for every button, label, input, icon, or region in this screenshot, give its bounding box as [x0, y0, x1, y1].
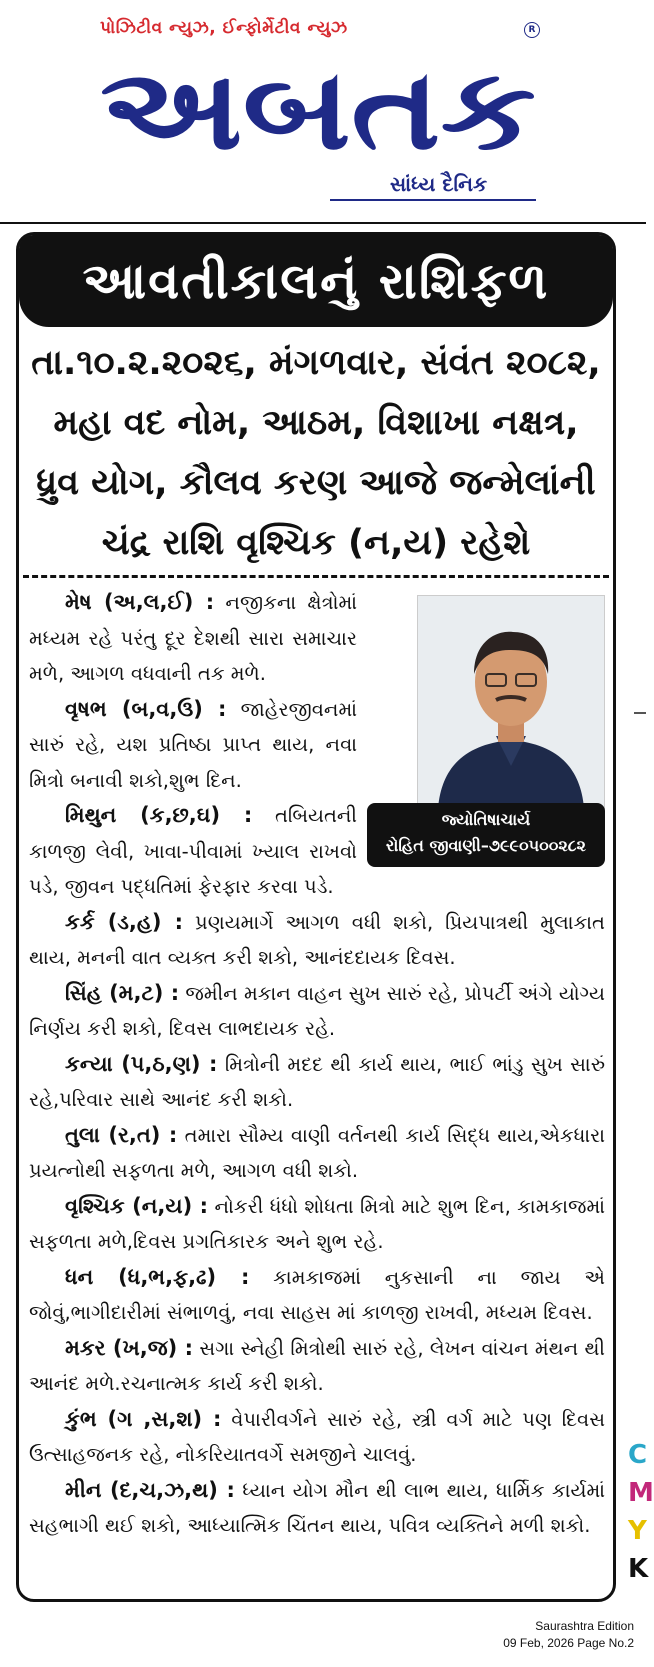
sign-text: જાહેરજીવનમાં સારું રહે, યશ પ્રતિષ્ઠા પ્રાપ્ત થાય, નવા મિત્રો બનાવી શકો,શુભ દિન. [29, 697, 357, 792]
sign-text: ધ્યાન યોગ મૌન થી લાભ થાય, ધાર્મિક કાર્યમાં સહભાગી થઈ શકો, આધ્યાત્મિક ચિંતન થાય, પવિત્ર વ્યક્તિને મળી શકો. [29, 1478, 605, 1537]
sign-text: કામકાજમાં નુકસાની ના જાય એ જોવું,ભાગીદારીમાં સંભાળવું, નવા સાહસ માં કાળજી રાખવી, મધ્યમ દિવસ. [29, 1265, 605, 1324]
sign-name: તુલા (ર,ત) : [65, 1122, 178, 1147]
sign-text: નોકરી ધંધો શોધતા મિત્રો માટે શુભ દિન, કામકાજમાં સફળતા મળે,દિવસ પ્રગતિકારક અને શુભ રહે. [29, 1194, 606, 1253]
date-page-label: 09 Feb, 2026 Page No.2 [503, 1636, 634, 1650]
masthead [0, 0, 646, 222]
page-title: આવતીકાલનું રાશિફળ [82, 252, 550, 310]
horoscope-entry [29, 1402, 605, 1473]
margin-letter-y: Y [628, 1516, 647, 1546]
edition-type: સાંધ્ય દૈનિક [390, 172, 488, 196]
person-portrait-icon [418, 596, 604, 808]
edition-underline [330, 199, 536, 201]
dashed-divider [23, 575, 609, 578]
sign-name: મિથુન (ક,છ,ઘ) : [65, 803, 253, 827]
astrologer-title: જ્યોતિષાચાર્ય [441, 810, 531, 829]
header-divider [0, 222, 646, 224]
sign-text: જમીન મકાન વાહન સુખ સારું રહે, પ્રોપર્ટી અંગે યોગ્ય નિર્ણય કરી શકો, દિવસ લાભદાયક રહે. [29, 981, 605, 1040]
sign-text: તમારા સૌમ્ય વાણી વર્તનથી કાર્ય સિદ્ધ થાય,એકધારા પ્રયત્નોથી સફળતા મળે, આગળ વધી શકો. [29, 1123, 605, 1182]
page-footer [503, 1618, 634, 1652]
horoscope-entry [29, 1047, 605, 1118]
horoscope-entry [29, 1118, 605, 1189]
edition-label: Saurashtra Edition [535, 1619, 634, 1633]
sign-name: વૃશ્ચિક (ન,ય) : [65, 1193, 209, 1218]
sign-name: સિંહ (મ,ટ) : [65, 980, 180, 1005]
sign-name: મકર (ખ,જ) : [65, 1335, 194, 1360]
tagline: પોઝિટીવ ન્યુઝ, ઈન્ફોર્મેટીવ ન્યુઝ [100, 18, 348, 38]
astrologer-name: રોહિત જીવાણી–૭૯૯૦૫૦૦૨૮૨ [386, 836, 586, 855]
sign-name: મેષ (અ,લ,ઈ) : [65, 590, 215, 614]
astrologer-box [367, 591, 605, 874]
sign-name: કુંભ (ગ ,સ,શ) : [65, 1406, 222, 1431]
horoscope-entry [29, 905, 605, 976]
margin-letter-k: K [628, 1554, 649, 1584]
title-banner [19, 235, 613, 327]
astrologer-photo [417, 595, 605, 809]
margin-dash [634, 712, 646, 714]
sign-name: વૃષભ (બ,વ,ઉ) : [65, 696, 227, 721]
margin-letter-c: C [628, 1440, 648, 1470]
horoscope-entry [29, 1473, 605, 1544]
sign-name: ધન (ધ,ભ,ફ,ઢ) : [65, 1264, 250, 1289]
horoscope-list [29, 585, 605, 1544]
sign-text: સગા સ્નેહી મિત્રોથી સારું રહે, લેખન વાંચન મંથન થી આનંદ મળે.રચનાત્મક કાર્ય કરી શકો. [29, 1336, 605, 1395]
horoscope-entry [29, 1331, 605, 1402]
horoscope-entry [29, 1260, 605, 1331]
sign-name: કન્યા (પ,ઠ,ણ) : [65, 1051, 218, 1076]
horoscope-entry [29, 976, 605, 1047]
registered-mark-icon: R [524, 22, 540, 38]
margin-letter-m: M [628, 1478, 654, 1508]
sign-name: મીન (દ,ચ,ઝ,થ) : [65, 1477, 235, 1502]
horoscope-entry [29, 1189, 605, 1260]
sign-text: તબિયતની કાળજી લેવી, ખાવા-પીવામાં ખ્યાલ રાખવો પડે, જીવન પદ્ધતિમાં ફેરફાર કરવા પડે. [29, 804, 357, 898]
panchang-heading: તા.૧૦.૨.૨૦૨૬, મંગળવાર, સંવંત ૨૦૮૨, મહા વદ નોમ, આઠમ, વિશાખા નક્ષત્ર, ધ્રુવ યોગ, કૌલવ કરણ આજે જન્મેલાંની ચંદ્ર રાશિ વૃશ્ચિક (ન,ય) રહેશે [31, 343, 601, 563]
astrologer-caption [367, 803, 605, 867]
sign-text: નજીકના ક્ષેત્રોમાં મધ્યમ રહે પરંતુ દૂર દેશથી સારા સમાચાર મળે, આગળ વધવાની તક મળે. [29, 591, 357, 685]
color-registration-marks [628, 1436, 654, 1588]
sign-text: મિત્રોની મદદ થી કાર્ય થાય, ભાઈ ભાંડુ સુખ સારું રહે,પરિવાર સાથે આનંદ કરી શકો. [29, 1052, 606, 1111]
sign-text: વેપારીવર્ગને સારું રહે, સ્ત્રી વર્ગ માટે પણ દિવસ ઉત્સાહજનક રહે, નોકરિયાતવર્ગે સમજીને ચાલવું. [29, 1407, 606, 1466]
newspaper-logo [96, 40, 540, 175]
sign-name: કર્ક (ડ,હ) : [65, 909, 183, 934]
logo-text: અબતક [100, 45, 536, 175]
horoscope-frame [16, 232, 616, 1602]
sign-text: પ્રણયમાર્ગે આગળ વધી શકો, પ્રિયપાત્રથી મુલાકાત થાય, મનની વાત વ્યક્ત કરી શકો, આનંદદાયક દિવસ. [29, 910, 605, 969]
